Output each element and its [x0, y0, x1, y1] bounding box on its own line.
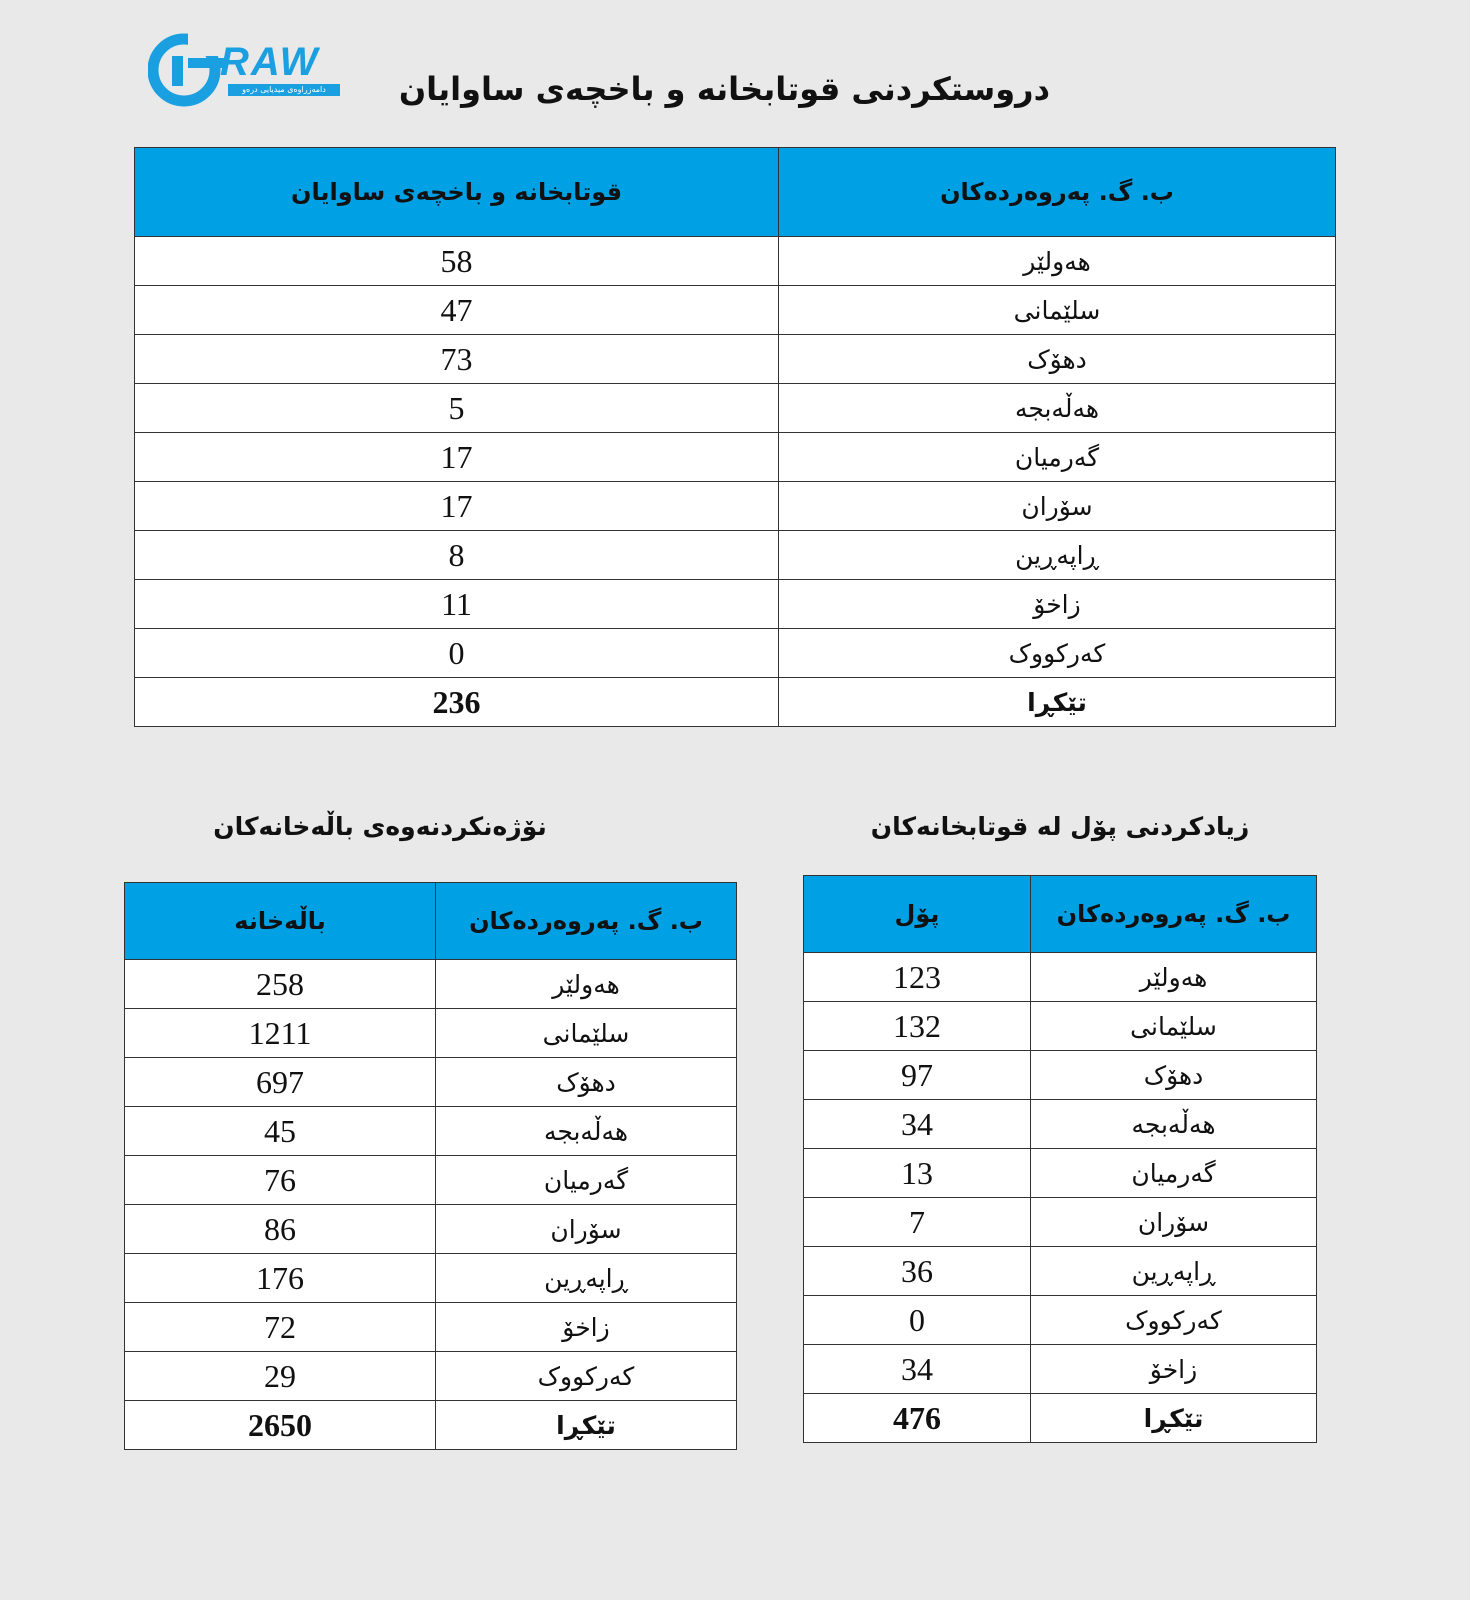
table-row [125, 1156, 737, 1205]
directorate-column-header: ب. گ. پەروەردەکان [779, 148, 1336, 237]
table-row [125, 1254, 737, 1303]
directorate-cell: ڕاپەڕین [436, 1254, 737, 1303]
table-row [125, 960, 737, 1009]
value-cell: 0 [804, 1296, 1031, 1345]
directorate-cell: سۆران [1031, 1198, 1317, 1247]
directorate-cell: زاخۆ [436, 1303, 737, 1352]
directorate-cell: گەرمیان [1031, 1149, 1317, 1198]
renovation-title: نۆژەنکردنەوەی باڵەخانەکان [213, 812, 547, 841]
directorate-cell: کەرکووک [1031, 1296, 1317, 1345]
table-row [135, 384, 1336, 433]
total-label-cell: تێکڕا [436, 1401, 737, 1450]
value-cell: 11 [135, 580, 779, 629]
table-row [804, 953, 1317, 1002]
value-column-header: پۆل [804, 876, 1031, 953]
value-column-header: باڵەخانە [125, 883, 436, 960]
directorate-cell: دهۆک [436, 1058, 737, 1107]
value-cell: 97 [804, 1051, 1031, 1100]
schools-table [134, 147, 1336, 727]
value-column-header: قوتابخانە و باخچەی ساوایان [135, 148, 779, 237]
table-row [804, 1149, 1317, 1198]
directorate-cell: سلێمانی [436, 1009, 737, 1058]
total-value-cell: 2650 [125, 1401, 436, 1450]
value-cell: 5 [135, 384, 779, 433]
table-row [804, 1247, 1317, 1296]
value-cell: 17 [135, 433, 779, 482]
classrooms-title: زیادکردنی پۆل لە قوتابخانەکان [870, 812, 1250, 841]
table-row [125, 1009, 737, 1058]
directorate-column-header: ب. گ. پەروەردەکان [1031, 876, 1317, 953]
draw-logo [148, 32, 348, 110]
table-row [135, 286, 1336, 335]
directorate-cell: ڕاپەڕین [779, 531, 1336, 580]
total-row [125, 1401, 737, 1450]
logo-d-icon [148, 32, 228, 110]
table-row [125, 1058, 737, 1107]
directorate-cell: کەرکووک [436, 1352, 737, 1401]
table-row [804, 1345, 1317, 1394]
table-row [135, 433, 1336, 482]
directorate-cell: دهۆک [779, 335, 1336, 384]
value-cell: 76 [125, 1156, 436, 1205]
table-row [804, 1296, 1317, 1345]
value-cell: 58 [135, 237, 779, 286]
total-row [804, 1394, 1317, 1443]
value-cell: 7 [804, 1198, 1031, 1247]
table-row [804, 1198, 1317, 1247]
total-value-cell: 236 [135, 678, 779, 727]
value-cell: 47 [135, 286, 779, 335]
table-row [804, 1051, 1317, 1100]
value-cell: 86 [125, 1205, 436, 1254]
table-row [135, 482, 1336, 531]
table-row [135, 580, 1336, 629]
value-cell: 123 [804, 953, 1031, 1002]
directorate-cell: زاخۆ [1031, 1345, 1317, 1394]
directorate-cell: سلێمانی [779, 286, 1336, 335]
value-cell: 0 [135, 629, 779, 678]
table-row [125, 1352, 737, 1401]
directorate-cell: دهۆک [1031, 1051, 1317, 1100]
total-value-cell: 476 [804, 1394, 1031, 1443]
table-row [804, 1100, 1317, 1149]
value-cell: 8 [135, 531, 779, 580]
page-title: دروستکردنی قوتابخانە و باخچەی ساوایان [398, 70, 1050, 108]
value-cell: 34 [804, 1100, 1031, 1149]
directorate-cell: کەرکووک [779, 629, 1336, 678]
value-cell: 29 [125, 1352, 436, 1401]
directorate-cell: هەڵەبجە [1031, 1100, 1317, 1149]
logo-subtitle: دامەزراوەی میدیایی درەو [228, 84, 340, 96]
directorate-cell: هەڵەبجە [779, 384, 1336, 433]
total-label-cell: تێکڕا [1031, 1394, 1317, 1443]
directorate-cell: سۆران [436, 1205, 737, 1254]
table-row [135, 237, 1336, 286]
table-row [135, 335, 1336, 384]
value-cell: 258 [125, 960, 436, 1009]
directorate-cell: هەولێر [1031, 953, 1317, 1002]
renovation-table [124, 882, 737, 1450]
directorate-cell: سۆران [779, 482, 1336, 531]
table-row [804, 1002, 1317, 1051]
directorate-cell: هەڵەبجە [436, 1107, 737, 1156]
directorate-cell: هەولێر [779, 237, 1336, 286]
value-cell: 13 [804, 1149, 1031, 1198]
value-cell: 36 [804, 1247, 1031, 1296]
directorate-cell: زاخۆ [779, 580, 1336, 629]
value-cell: 45 [125, 1107, 436, 1156]
value-cell: 132 [804, 1002, 1031, 1051]
value-cell: 176 [125, 1254, 436, 1303]
table-row [125, 1107, 737, 1156]
directorate-cell: گەرمیان [779, 433, 1336, 482]
directorate-cell: ڕاپەڕین [1031, 1247, 1317, 1296]
table-row [125, 1205, 737, 1254]
value-cell: 72 [125, 1303, 436, 1352]
directorate-cell: سلێمانی [1031, 1002, 1317, 1051]
value-cell: 17 [135, 482, 779, 531]
table-row [135, 531, 1336, 580]
value-cell: 697 [125, 1058, 436, 1107]
value-cell: 1211 [125, 1009, 436, 1058]
directorate-cell: گەرمیان [436, 1156, 737, 1205]
total-row [135, 678, 1336, 727]
classrooms-table [803, 875, 1317, 1443]
table-row [125, 1303, 737, 1352]
value-cell: 73 [135, 335, 779, 384]
table-row [135, 629, 1336, 678]
directorate-column-header: ب. گ. پەروەردەکان [436, 883, 737, 960]
directorate-cell: هەولێر [436, 960, 737, 1009]
value-cell: 34 [804, 1345, 1031, 1394]
total-label-cell: تێکڕا [779, 678, 1336, 727]
logo-wordmark: RAW [220, 40, 320, 84]
